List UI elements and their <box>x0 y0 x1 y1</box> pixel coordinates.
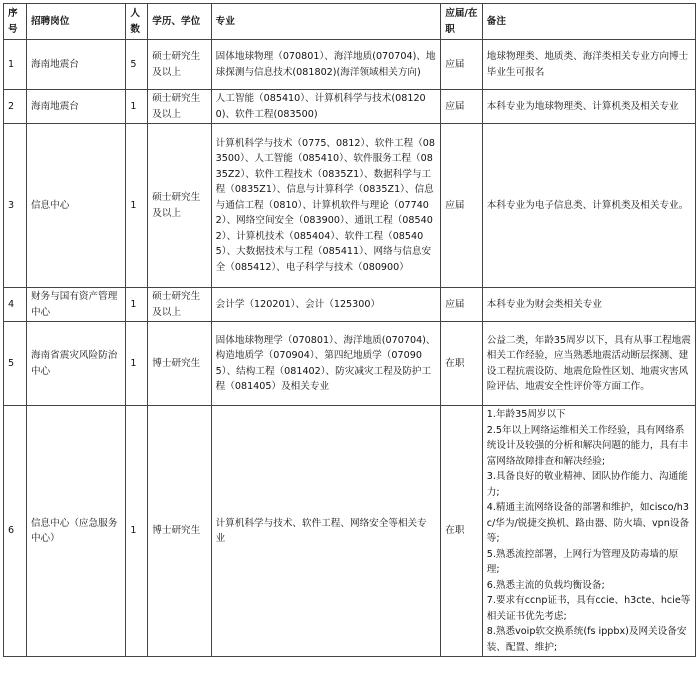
table-row <box>4 124 696 288</box>
cell-position: 海南地震台 <box>26 40 125 90</box>
table-row <box>4 406 696 657</box>
cell-note <box>482 322 695 406</box>
cell-count: 1 <box>126 406 148 657</box>
note-line: 8.熟悉voip软交换系统(fs ippbx)及网关设备安装、配置、维护; <box>486 626 687 653</box>
cell-position: 海南地震台 <box>26 90 125 124</box>
cell-major: 会计学（120201）、会计（125300） <box>211 288 441 322</box>
note-line: 7.要求有ccnp证书，具有ccie、h3cte、hcie等相关证书优先考虑; <box>486 595 691 622</box>
cell-education: 硕士研究生及以上 <box>148 288 211 322</box>
cell-count: 1 <box>126 288 148 322</box>
note-line: 2.5年以上网络运维相关工作经验，具有网络系统设计及较强的分析和解决问题的能力，具有丰富网络故障排查和解决经验; <box>486 424 689 467</box>
cell-education: 硕士研究生及以上 <box>148 124 211 288</box>
cell-no: 6 <box>4 406 27 657</box>
cell-no: 3 <box>4 124 27 288</box>
cell-position: 财务与国有资产管理中心 <box>26 288 125 322</box>
table-row <box>4 90 696 124</box>
header-count: 人数 <box>126 4 148 40</box>
cell-position: 海南省震灾风险防治中心 <box>26 322 125 406</box>
cell-note <box>482 40 695 90</box>
cell-status: 在职 <box>441 322 483 406</box>
cell-position: 信息中心 <box>26 124 125 288</box>
cell-status: 应届 <box>441 288 483 322</box>
cell-no: 4 <box>4 288 27 322</box>
note-line: 3.具备良好的敬业精神、团队协作能力、沟通能力; <box>486 471 688 498</box>
cell-major: 计算机科学与技术、软件工程、网络安全等相关专业 <box>211 406 441 657</box>
cell-education: 硕士研究生及以上 <box>148 40 211 90</box>
header-status: 应届/在职 <box>441 4 483 40</box>
cell-status: 应届 <box>441 124 483 288</box>
cell-education: 博士研究生 <box>148 322 211 406</box>
cell-no: 1 <box>4 40 27 90</box>
note-line: 1.年龄35周岁以下 <box>486 409 566 420</box>
note-line: 本科专业为地球物理类、计算机类及相关专业 <box>486 100 679 112</box>
note-line: 本科专业为电子信息类、计算机类及相关专业。 <box>486 199 689 211</box>
cell-no: 2 <box>4 90 27 124</box>
note-line: 5.熟悉流控部署，上网行为管理及防毒墙的原理; <box>486 548 679 575</box>
cell-major: 人工智能（085410）、计算机科学与技术(081200)、软件工程(083500) <box>211 90 441 124</box>
header-row <box>4 4 696 40</box>
cell-status: 在职 <box>441 406 483 657</box>
cell-note <box>482 124 695 288</box>
cell-note <box>482 90 695 124</box>
note-line: 地球物理类、地质类、海洋类相关专业方向博士毕业生可报名 <box>486 51 689 78</box>
recruitment-table <box>3 3 696 657</box>
cell-education: 博士研究生 <box>148 406 211 657</box>
header-note: 备注 <box>482 4 695 40</box>
cell-education: 硕士研究生及以上 <box>148 90 211 124</box>
note-line: 本科专业为财会类相关专业 <box>486 298 602 310</box>
cell-status: 应届 <box>441 40 483 90</box>
cell-count: 5 <box>126 40 148 90</box>
header-no: 序号 <box>4 4 27 40</box>
note-line: 公益二类，年龄35周岁以下，具有从事工程地震相关工作经验，应当熟悉地震活动断层探测、建设工程抗震设防、地震危险性区划、地震灾害风险评估、地震安全性评价等方面工作。 <box>486 334 691 392</box>
cell-note <box>482 288 695 322</box>
cell-count: 1 <box>126 322 148 406</box>
header-major: 专业 <box>211 4 441 40</box>
table-row <box>4 40 696 90</box>
note-line: 6.熟悉主流的负载均衡设备; <box>486 579 605 591</box>
header-education: 学历、学位 <box>148 4 211 40</box>
table-row <box>4 322 696 406</box>
header-position: 招聘岗位 <box>26 4 125 40</box>
cell-position: 信息中心（应急服务中心） <box>26 406 125 657</box>
cell-count: 1 <box>126 90 148 124</box>
cell-status: 应届 <box>441 90 483 124</box>
cell-major: 计算机科学与技术（0775、0812）、软件工程（083500）、人工智能（085410）、软件服务工程（0835Z2）、软件工程技术（0835Z1）、数据科学与工程（0835Z1）、信息与计算科学（0835Z1）、信息与通信工程（0810）、计算机软件与理论（077402）、网络空间安全（083900）、通讯工程（085402）、计算机技术（085404）、软件工程（085405）、大数据技术与工程（085411）、网络与信息安全（085412）、电子科学与技术（080900） <box>211 124 441 288</box>
cell-major: 固体地球物理学（070801）、海洋地质(070704)、构造地质学（070904）、第四纪地质学（070905）、结构工程（081402）、防灾减灾工程及防护工程（081405）及相关专业 <box>211 322 441 406</box>
note-line: 4.精通主流网络设备的部署和维护，如cisco/h3c/华为/锐捷交换机、路由器、防火墙、vpn设备等; <box>486 502 690 544</box>
cell-note <box>482 406 695 657</box>
cell-major: 固体地球物理（070801）、海洋地质(070704)、地球探测与信息技术(081802)(海洋领域相关方向) <box>211 40 441 90</box>
cell-no: 5 <box>4 322 27 406</box>
table-row <box>4 288 696 322</box>
cell-count: 1 <box>126 124 148 288</box>
